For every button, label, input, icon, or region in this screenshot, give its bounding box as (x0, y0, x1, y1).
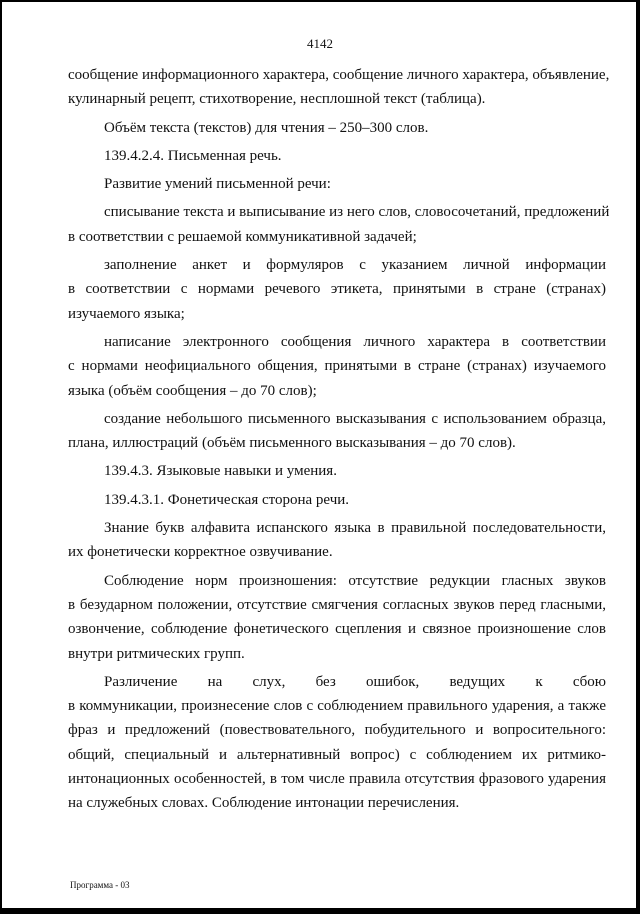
text-line: внутри ритмических групп. (68, 645, 245, 662)
section-heading: 139.4.3. Языковые навыки и умения. (104, 463, 337, 480)
text-line: Развитие умений письменной речи: (104, 176, 331, 193)
page-number: 4142 (307, 36, 333, 51)
text-line: кулинарный рецепт, стихотворение, несплошной текст (таблица). (68, 91, 486, 108)
text-line: языка (объём сообщения – до 70 слов); (68, 382, 317, 399)
text-line: на служебных словах. Соблюдение интонации перечисления. (68, 795, 460, 812)
text-line: плана, иллюстраций (объём письменного высказывания – до 70 слов). (68, 435, 516, 452)
text-line: озвончение, соблюдение фонетического сцепления и связное произношение слов (68, 621, 606, 638)
text-line: сообщение информационного характера, сообщение личного характера, объявление, (68, 67, 610, 83)
text-line: заполнение анкет и формуляров с указанием личной информации (104, 257, 606, 274)
text-line: Знание букв алфавита испанского языка в правильной последовательности, (104, 520, 606, 537)
text-line: Объём текста (текстов) для чтения – 250–300 слов. (104, 119, 429, 136)
text-line: списывание текста и выписывание из него слов, словосочетаний, предложений (104, 204, 610, 221)
text-line: написание электронного сообщения личного характера в соответствии (104, 333, 606, 350)
text-line: их фонетически корректное озвучивание. (68, 544, 333, 561)
section-heading: 139.4.2.4. Письменная речь. (104, 147, 282, 164)
text-line: интонационных особенностей, в том числе правила отсутствия фразового ударения (68, 771, 606, 788)
text-line: создание небольшого письменного высказывания с использованием образца, (104, 410, 606, 427)
text-line: в безударном положении, отсутствие смягчения согласных звуков перед гласными, (68, 596, 606, 613)
text-line: с нормами неофициального общения, принятыми в стране (странах) изучаемого (68, 358, 606, 375)
section-heading: 139.4.3.1. Фонетическая сторона речи. (104, 491, 350, 508)
text-line: общий, специальный и альтернативный вопрос) с соблюдением их ритмико- (68, 746, 606, 763)
text-line: в коммуникации, произнесение слов с соблюдением правильного ударения, а также (68, 698, 606, 715)
text-line: фраз и предложений (повествовательного, побудительного и вопросительного: (68, 722, 606, 739)
text-line: Соблюдение норм произношения: отсутствие редукции гласных звуков (104, 572, 606, 589)
document-body (68, 63, 610, 816)
text-line: Различение на слух, без ошибок, ведущих к сбою (104, 673, 606, 690)
footer-label: Программа - 03 (70, 880, 130, 890)
text-line: в соответствии с решаемой коммуникативной задачей; (68, 228, 417, 245)
text-line: в соответствии с нормами речевого этикета, принятыми в стране (странах) (68, 281, 606, 298)
text-line: изучаемого языка; (68, 305, 185, 322)
